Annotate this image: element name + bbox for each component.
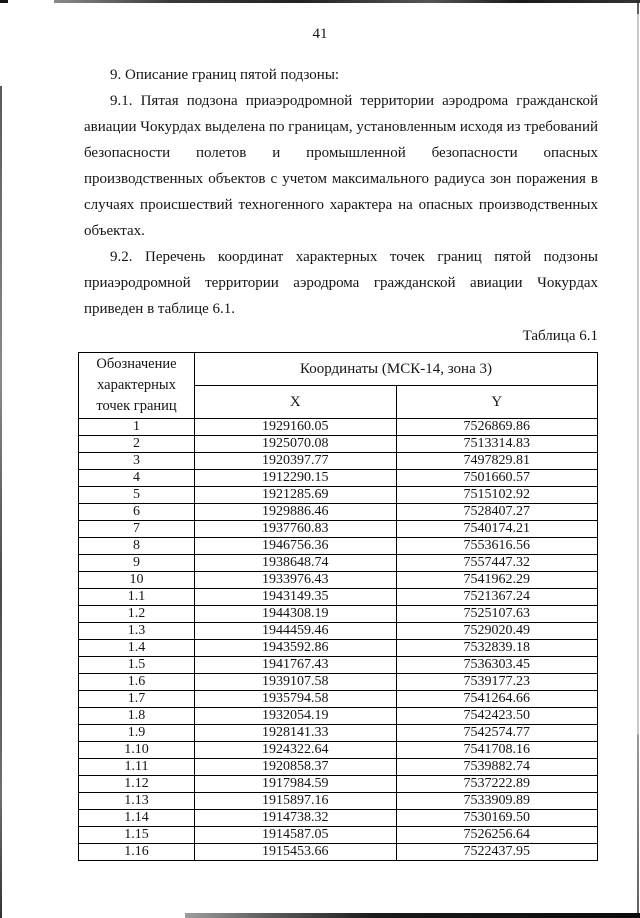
point-id-cell: 1.15	[79, 827, 195, 844]
table-row	[79, 538, 598, 555]
point-id-cell: 4	[79, 470, 195, 487]
x-coordinate-cell: 1928141.33	[195, 725, 397, 742]
y-coordinate-cell: 7536303.45	[396, 657, 598, 674]
x-coordinate-cell: 1925070.08	[195, 436, 397, 453]
y-coordinate-cell: 7522437.95	[396, 844, 598, 861]
x-coordinate-cell: 1932054.19	[195, 708, 397, 725]
point-id-cell: 10	[79, 572, 195, 589]
point-id-cell: 1.11	[79, 759, 195, 776]
y-coordinate-cell: 7541264.66	[396, 691, 598, 708]
y-coordinate-cell: 7542423.50	[396, 708, 598, 725]
x-coordinate-cell: 1944459.46	[195, 623, 397, 640]
y-coordinate-cell: 7521367.24	[396, 589, 598, 606]
table-row	[79, 623, 598, 640]
y-coordinate-cell: 7515102.92	[396, 487, 598, 504]
paragraph-9-1: 9.1. Пятая подзона приаэродромной территории аэродрома гражданской авиации Чокурдах выделена по границам, установленным исходя из требований безопасности полетов и промышленной безопасности опасных производственных объектов с учетом максимального радиуса зон поражения в случаях происшествий техногенного характера на опасных производственных объектах.	[84, 93, 598, 239]
point-id-cell: 1.12	[79, 776, 195, 793]
point-id-cell: 6	[79, 504, 195, 521]
table-row	[79, 810, 598, 827]
table-row	[79, 793, 598, 810]
x-coordinate-cell: 1941767.43	[195, 657, 397, 674]
y-coordinate-cell: 7539177.23	[396, 674, 598, 691]
point-id-cell: 1.7	[79, 691, 195, 708]
point-id-cell: 1.6	[79, 674, 195, 691]
x-coordinate-cell: 1933976.43	[195, 572, 397, 589]
table-row	[79, 436, 598, 453]
table-caption: Таблица 6.1	[522, 328, 598, 344]
table-row	[79, 657, 598, 674]
point-id-cell: 1.14	[79, 810, 195, 827]
scan-edge-bottom	[185, 913, 640, 918]
y-coordinate-cell: 7540174.21	[396, 521, 598, 538]
table-row	[79, 844, 598, 861]
table-row	[79, 674, 598, 691]
x-coordinate-cell: 1921285.69	[195, 487, 397, 504]
x-coordinate-cell: 1939107.58	[195, 674, 397, 691]
table-row	[79, 521, 598, 538]
table-row	[79, 725, 598, 742]
x-coordinate-cell: 1943149.35	[195, 589, 397, 606]
table-row	[79, 759, 598, 776]
table-row	[79, 708, 598, 725]
table-row	[79, 555, 598, 572]
table-row	[79, 691, 598, 708]
y-coordinate-cell: 7501660.57	[396, 470, 598, 487]
y-coordinate-cell: 7532839.18	[396, 640, 598, 657]
col-header-y: Y	[396, 386, 598, 419]
table-row	[79, 742, 598, 759]
y-coordinate-cell: 7513314.83	[396, 436, 598, 453]
x-coordinate-cell: 1929160.05	[195, 419, 397, 436]
point-id-cell: 1.3	[79, 623, 195, 640]
point-id-cell: 2	[79, 436, 195, 453]
coordinates-table-header	[79, 353, 598, 419]
table-row	[79, 589, 598, 606]
point-id-cell: 5	[79, 487, 195, 504]
coordinates-table	[78, 352, 598, 861]
table-row	[79, 827, 598, 844]
col-header-x: X	[195, 386, 397, 419]
y-coordinate-cell: 7525107.63	[396, 606, 598, 623]
x-coordinate-cell: 1944308.19	[195, 606, 397, 623]
table-row	[79, 606, 598, 623]
y-coordinate-cell: 7541708.16	[396, 742, 598, 759]
y-coordinate-cell: 7526869.86	[396, 419, 598, 436]
y-coordinate-cell: 7533909.89	[396, 793, 598, 810]
x-coordinate-cell: 1937760.83	[195, 521, 397, 538]
document-body	[84, 62, 598, 861]
table-row	[79, 776, 598, 793]
x-coordinate-cell: 1924322.64	[195, 742, 397, 759]
x-coordinate-cell: 1915453.66	[195, 844, 397, 861]
scan-edge-left	[0, 86, 2, 918]
point-id-cell: 1.9	[79, 725, 195, 742]
point-id-cell: 1.8	[79, 708, 195, 725]
coordinates-table-body	[79, 419, 598, 861]
table-row	[79, 419, 598, 436]
table-row	[79, 453, 598, 470]
x-coordinate-cell: 1917984.59	[195, 776, 397, 793]
point-id-cell: 3	[79, 453, 195, 470]
y-coordinate-cell: 7557447.32	[396, 555, 598, 572]
y-coordinate-cell: 7537222.89	[396, 776, 598, 793]
x-coordinate-cell: 1915897.16	[195, 793, 397, 810]
point-id-cell: 1.2	[79, 606, 195, 623]
point-id-cell: 1.4	[79, 640, 195, 657]
y-coordinate-cell: 7542574.77	[396, 725, 598, 742]
x-coordinate-cell: 1920397.77	[195, 453, 397, 470]
point-id-cell: 1.5	[79, 657, 195, 674]
point-id-cell: 1.13	[79, 793, 195, 810]
y-coordinate-cell: 7526256.64	[396, 827, 598, 844]
scan-edge-right	[637, 0, 639, 918]
y-coordinate-cell: 7541962.29	[396, 572, 598, 589]
y-coordinate-cell: 7529020.49	[396, 623, 598, 640]
table-row	[79, 640, 598, 657]
page-number: 41	[312, 26, 328, 42]
x-coordinate-cell: 1914738.32	[195, 810, 397, 827]
col-header-coordinates: Координаты (МСК-14, зона 3)	[195, 353, 598, 386]
y-coordinate-cell: 7539882.74	[396, 759, 598, 776]
point-id-cell: 9	[79, 555, 195, 572]
x-coordinate-cell: 1938648.74	[195, 555, 397, 572]
point-id-cell: 1	[79, 419, 195, 436]
point-id-cell: 8	[79, 538, 195, 555]
point-id-cell: 1.16	[79, 844, 195, 861]
x-coordinate-cell: 1929886.46	[195, 504, 397, 521]
section-heading: 9. Описание границ пятой подзоны:	[110, 67, 340, 83]
x-coordinate-cell: 1935794.58	[195, 691, 397, 708]
x-coordinate-cell: 1912290.15	[195, 470, 397, 487]
y-coordinate-cell: 7497829.81	[396, 453, 598, 470]
x-coordinate-cell: 1914587.05	[195, 827, 397, 844]
table-row	[79, 487, 598, 504]
table-row	[79, 504, 598, 521]
y-coordinate-cell: 7530169.50	[396, 810, 598, 827]
col-header-point-designation: Обозначение характерных точек границ	[79, 353, 195, 419]
x-coordinate-cell: 1946756.36	[195, 538, 397, 555]
point-id-cell: 1.1	[79, 589, 195, 606]
y-coordinate-cell: 7528407.27	[396, 504, 598, 521]
table-row	[79, 572, 598, 589]
x-coordinate-cell: 1920858.37	[195, 759, 397, 776]
paragraph-9-2: 9.2. Перечень координат характерных точек границ пятой подзоны приаэродромной территории аэродрома гражданской авиации Чокурдах приведен в таблице 6.1.	[84, 249, 598, 317]
point-id-cell: 7	[79, 521, 195, 538]
x-coordinate-cell: 1943592.86	[195, 640, 397, 657]
scan-edge-top	[0, 0, 640, 3]
table-row	[79, 470, 598, 487]
y-coordinate-cell: 7553616.56	[396, 538, 598, 555]
point-id-cell: 1.10	[79, 742, 195, 759]
